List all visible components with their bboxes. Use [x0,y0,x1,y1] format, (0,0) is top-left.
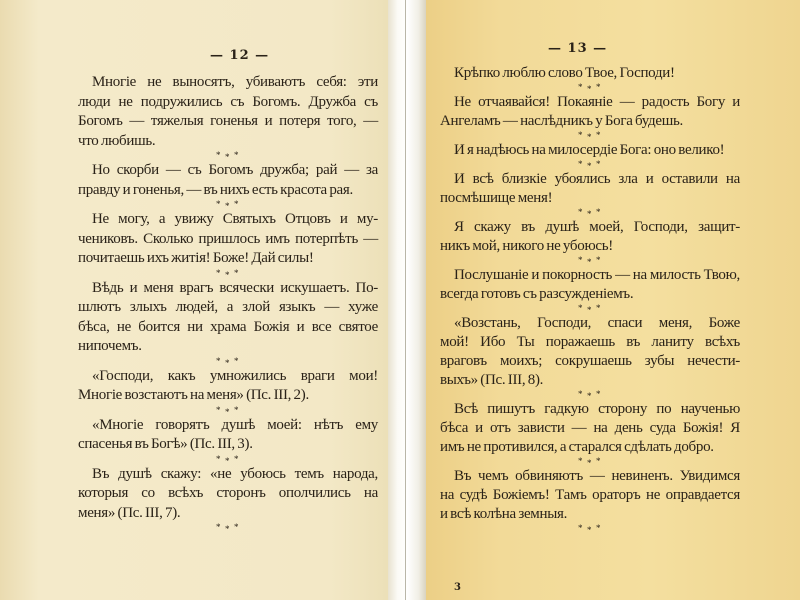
text-line: никъ мой, никого не убоюсь! [440,238,613,254]
text-line: враговъ моихъ; сокрушаешь зубы нечести- [440,353,740,369]
asterisk: * [234,356,239,366]
asterisk: * [578,83,583,92]
asterisk: * [596,524,601,533]
asterisk: * [587,525,592,534]
asterisk: * [587,257,592,266]
asterism-separator [78,269,378,279]
asterisk: * [225,406,230,416]
paragraph [440,467,740,524]
asterism-separator [440,304,740,314]
asterisk: * [587,84,592,93]
text-line: бѣса и отъ зависти — на день суда Божія! Я [440,420,740,436]
paragraph [440,93,740,131]
paragraph [78,465,378,524]
signature-mark: 3 [454,582,461,593]
asterisk: * [234,151,239,160]
asterism-separator [78,406,378,416]
asterisk: * [578,457,583,466]
right-page [426,0,800,600]
asterisk: * [596,208,601,217]
text-line: что любишь. [78,132,156,149]
text-line: Многіе возстаютъ на меня» (Пс. III, 2). [78,387,309,403]
asterisk: * [216,268,221,278]
text-line: Въ чемъ обвиняютъ — невиненъ. Увидимся [454,468,740,484]
asterism-separator [440,256,740,266]
text-line: правду и гоненья, — въ нихъ есть красота рая. [78,181,353,198]
text-line: Крѣпко люблю слово Твое, Господи! [454,65,675,81]
text-line: Всѣ пишутъ гадкую сторону по наученью [454,401,740,417]
asterisk: * [596,131,601,140]
left-page-text [78,73,378,533]
text-line: Не отчаявайся! Покаяніе — радость Богу и [454,94,740,110]
asterism-separator [440,83,740,93]
paragraph [440,64,740,83]
text-line: выхъ» (Пс. III, 8). [440,372,544,388]
asterisk: * [216,200,221,209]
asterisk: * [216,356,221,366]
asterisk: * [234,454,239,464]
asterisk: * [225,269,230,279]
paragraph [440,400,740,457]
paragraph [440,266,740,304]
page-number: — 13 — [548,41,608,56]
asterism-separator [440,160,740,170]
text-line: Я скажу въ душѣ моей, Господи, защит- [454,219,740,235]
asterism-separator [78,357,378,367]
text-line: И я надѣюсь на милосердіе Бога: оно велико! [454,142,725,158]
asterisk: * [216,523,221,532]
asterisk: * [216,454,221,464]
asterisk: * [225,455,230,465]
paragraph [440,170,740,208]
text-line: всегда готовъ съ разсужденіемъ. [440,286,634,302]
asterisk: * [587,391,592,400]
text-line: шлютъ злыхъ людей, а злой языкъ — хуже [78,299,378,315]
asterisk: * [225,152,230,161]
text-line: на судѣ Божіемъ! Тамъ ораторъ не оправдается [440,487,740,503]
asterisk: * [234,200,239,209]
asterisk: * [234,523,239,532]
asterisk: * [216,405,221,415]
page-number: — 12 — [210,48,270,63]
asterisk: * [587,209,592,218]
asterisk: * [596,83,601,92]
paragraph [78,210,378,269]
paragraph [78,416,378,455]
asterisk: * [587,305,592,314]
asterisk: * [578,208,583,217]
asterisk: * [587,161,592,170]
text-line: «Господи, какъ умножились враги мои! [92,367,378,384]
right-page-text [440,64,740,534]
asterisk: * [578,160,583,169]
asterisk: * [596,390,601,399]
text-line: Въ душѣ скажу: «не убоюсь темъ народа, [92,465,378,482]
asterisk: * [596,457,601,466]
text-line: люди не подружились съ Богомъ. Дружба съ [78,93,378,110]
paragraph [78,279,378,357]
asterism-separator [440,524,740,534]
left-page [0,0,388,600]
asterisk: * [578,304,583,313]
text-line: «Многіе говорятъ душѣ моей: нѣтъ ему [92,416,378,433]
text-line: мой! Ибо Ты поражаешь въ ланиту всѣхъ [440,334,740,350]
paragraph [440,218,740,256]
text-line: Но скорби — съ Богомъ дружба; рай — за [92,162,378,178]
text-line: «Возстань, Господи, спаси меня, Боже [454,315,740,331]
paragraph [440,314,740,390]
text-line: которыя со всѣхъ сторонъ ополчились на [78,485,378,501]
asterisk: * [225,357,230,367]
text-line: нипочемъ. [78,338,142,354]
asterisk: * [596,256,601,265]
paragraph [78,161,378,200]
asterisk: * [596,304,601,313]
asterism-separator [78,200,378,210]
text-line: и всѣ колѣна земныя. [440,506,568,522]
text-line: имъ не противился, а старался сдѣлать добро. [440,439,714,455]
text-line: чениковъ. Сколько пришлось имъ потерпѣть — [78,230,378,247]
text-line: Богомъ — тяжелыя гоненья и потеря того, — [78,113,378,129]
text-line: Не могу, а увижу Святыхъ Отцовъ и му- [92,211,378,227]
text-line: Многіе не выносятъ, убиваютъ себя: эти [92,74,378,90]
text-line: бѣса, не боится ни храма Божія и все святое [78,318,378,335]
text-line: Вѣдь и меня врагъ всячески искушаетъ. По- [92,279,378,296]
text-line: Ангеламъ — наслѣдникъ у Бога будешь. [440,113,683,129]
asterisk: * [234,405,239,415]
asterism-separator [440,131,740,141]
asterisk: * [216,151,221,160]
asterism-separator [440,208,740,218]
asterism-separator [78,151,378,161]
text-line: посмѣшище меня! [440,190,553,206]
text-line: спасенья въ Богѣ» (Пс. III, 3). [78,436,253,452]
asterisk: * [225,524,230,533]
text-line: Послушаніе и покорность — на милость Твою, [454,267,740,283]
paragraph [78,367,378,406]
asterisk: * [225,201,230,210]
asterisk: * [234,268,239,278]
asterisk: * [587,132,592,141]
asterism-separator [440,390,740,400]
asterism-separator [78,455,378,465]
asterisk: * [578,256,583,265]
book-gutter [388,0,426,600]
text-line: И всѣ близкіе убоялись зла и оставили на [454,171,740,187]
text-line: меня» (Пс. III, 7). [78,504,181,521]
text-line: почитаешь ихъ житія! Боже! Дай силы! [78,250,314,266]
paragraph [78,73,378,151]
asterism-separator [78,523,378,533]
asterisk: * [578,524,583,533]
paragraph [440,141,740,160]
asterisk: * [578,390,583,399]
asterisk: * [578,131,583,140]
asterisk: * [587,458,592,467]
asterism-separator [440,457,740,467]
asterisk: * [596,160,601,169]
